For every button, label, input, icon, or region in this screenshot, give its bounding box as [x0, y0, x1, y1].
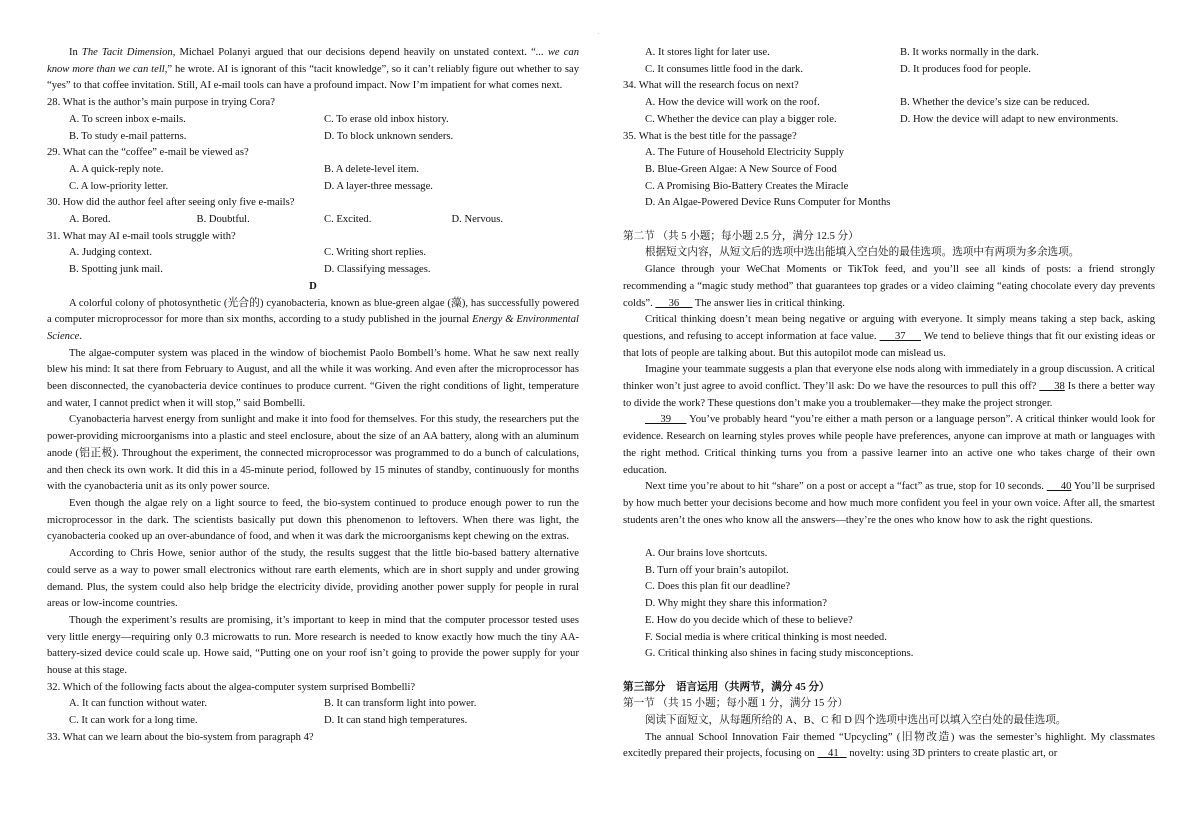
passage-paragraph: Imagine your teammate suggests a plan that everyone else nods along with immediately in a group discussion. A critical thinker won’t just agree to avoid conflict. They’ll ask: Do we have the resources to pull this off? 38 Is there a better way to divide the work? These questions don’t make you a troublemaker—they make the project stronger. [623, 364, 1155, 409]
answer-option: A. A quick-reply note. [69, 163, 164, 175]
answer-option: A. Bored. [69, 214, 111, 226]
passage-paragraph: Cyanobacteria harvest energy from sunlight and make it into food for themselves. For this study, the researchers put the power-providing microorganisms into a plastic and steel enclosure, about the size of an AA battery, along with an aluminum anode (铝正极). Throughout the experiment, the connected microprocessor was programmed to do a bunch of calculations, and then check its own work. It did this in a 45-minute period, followed by 15 minutes of standby, continuously for months with the cyanobacteria unit as its only power source. [47, 414, 579, 493]
intro-paragraph: In The Tacit Dimension, Michael Polanyi argued that our decisions depend heavily on unstated context. “... we can know more than we can tell,” he wrote. AI is ignorant of this “tacit knowledge”, so it can’t reliably figure out whether to say “yes” to that coffee invitation. Still, AI e-mail tools can have a profound impact. Now I’m impatient for what comes next. [47, 47, 579, 92]
cloze-options [623, 546, 1155, 663]
answer-option: E. How do you decide which of these to believe? [645, 614, 853, 626]
answer-option: B. Doubtful. [196, 214, 250, 226]
answer-option: C. Excited. [324, 214, 372, 226]
q33-options [623, 45, 1155, 78]
passage-paragraph: Even though the algae rely on a light source to feed, the bio-system continued to produce enough power to run the microprocessor in the dark. The scientists basically put down this phenomenon to leftovers. When there was light, the cyanobacteria cooked up an over-abundance of food, and when it was dark the microorganisms kept chewing on the extras. [47, 497, 579, 543]
passage-paragraph: Next time you’re about to hit “share” on a post or accept a “fact” as true, stop for 10 seconds. 40 You’ll be surprised by how much better your decisions become and how much more confident you feel in your own voice. After all, the smartest students aren’t the ones who know all the answers—they’re the ones who know how to ask the right questions. [623, 481, 1155, 526]
answer-option: A. It stores light for later use. [645, 47, 770, 58]
right-column [623, 45, 1155, 763]
answer-option: A. Our brains love shortcuts. [645, 548, 768, 560]
passage-paragraph: According to Chris Howe, senior author of the study, the results suggest that the little bio-based battery alternative could serve as a way to power small electronics without rare earth elements, which are in short supply and under growing demand. Plus, the system could also help bridge the electricity divide, providing another power supply for people in rural areas or low-income countries. [47, 548, 579, 610]
questions-34-35 [623, 78, 1155, 212]
answer-option: D. Why might they share this information? [645, 598, 827, 610]
answer-option: C. It can work for a long time. [69, 715, 198, 727]
question-stem: 31. What may AI e-mail tools struggle with? [47, 230, 236, 242]
question-stem: 29. What can the “coffee” e-mail be viewed as? [47, 147, 249, 159]
answer-option: B. Spotting junk mail. [69, 264, 163, 276]
answer-option: B. Turn off your brain’s autopilot. [645, 564, 789, 576]
passage-paragraph: The algae-computer system was placed in the window of biochemist Paolo Bombell’s home. What he saw next really blew his mind: It sat there from February to August, and all the while it was working. And even after the microprocessor has been disconnected, the cyanobacteria device continues to produce current. “Given the right conditions of light, temperature and water, I cannot predict when it will stop,” said Bombelli. [47, 347, 579, 409]
question-options [47, 245, 579, 278]
answer-option: B. To study e-mail patterns. [69, 130, 187, 142]
answer-option: G. Critical thinking also shines in facing study misconceptions. [645, 648, 914, 660]
answer-option: A. Judging context. [69, 247, 152, 259]
section2-instructions: 根据短文内容，从短文后的选项中选出能填入空白处的最佳选项。选项中有两项为多余选项。 [645, 247, 1080, 259]
answer-option: A. It can function without water. [69, 698, 207, 710]
question-options [47, 696, 579, 729]
answer-option: C. Whether the device can play a bigger role. [645, 113, 837, 125]
answer-option: D. It can stand high temperatures. [324, 715, 468, 727]
answer-option: C. A Promising Bio-Battery Creates the Miracle [645, 180, 849, 192]
question-options [47, 112, 579, 145]
page-top-mark: . [598, 30, 600, 36]
question-stem: 30. How did the author feel after seeing only five e-mails? [47, 197, 295, 209]
answer-option: B. Blue-Green Algae: A New Source of Food [645, 163, 837, 175]
answer-option: C. Writing short replies. [324, 247, 427, 259]
answer-option: D. Classifying messages. [324, 264, 431, 276]
question-stem: 35. What is the best title for the passage? [623, 130, 797, 142]
part3-passage: The annual School Innovation Fair themed “Upcycling” (旧物改造) was the semester’s highlight. My classmates excitedly prepared their projects, focusing on 41 novelty: using 3D printers to create plastic art, or [623, 731, 1155, 760]
question-options [47, 162, 579, 195]
answer-option: A. How the device will work on the roof. [645, 97, 820, 109]
question-stem: 33. What can we learn about the bio-system from paragraph 4? [47, 731, 314, 743]
spacer [623, 212, 1155, 229]
answer-option: D. Nervous. [451, 214, 503, 226]
passage-paragraph: Glance through your WeChat Moments or TikTok feed, and you’ll see all kinds of posts: a friend strongly recommending a “magic study method” that guarantees top grades or a video claiming “eating chocolate every day prevents colds”. 36 The answer lies in critical thinking. [623, 264, 1155, 309]
question-options [47, 212, 579, 229]
passage-d-body [47, 296, 579, 680]
part3-subtitle: 第一节 （共 15 小题；每小题 1 分，满分 15 分） [623, 698, 849, 710]
questions-28-31 [47, 95, 579, 279]
part3-title: 第三部分 语言运用（共两节，满分 45 分） [623, 681, 830, 693]
spacer [623, 663, 1155, 680]
question-stem: 34. What will the research focus on next? [623, 80, 799, 92]
answer-option: D. An Algae-Powered Device Runs Computer for Months [645, 197, 891, 209]
passage-paragraph: Though the experiment’s results are promising, it’s important to keep in mind that the computer processor tested uses very little energy—requiring only 0.3 microwatts to run. More research is needed to know exactly how much the tiny AA-battery-sized device could scale up. Howe said, “Putting one on your roof isn’t going to provide the power supply for your house at this stage. [47, 614, 579, 677]
question-stem: 32. Which of the following facts about the algea-computer system surprised Bombelli? [47, 681, 416, 693]
passage-paragraph: Critical thinking doesn’t mean being negative or arguing with everyone. It simply means taking a step back, asking questions, and refusing to accept information at face value. 37 We tend to believe things that fit our existing ideas or that lots of people are talking about. But this autopilot mode can mislead us. [623, 314, 1155, 359]
answer-option: A. To screen inbox e-mails. [69, 113, 186, 125]
question-options [623, 145, 1155, 212]
answer-option: C. To erase old inbox history. [324, 113, 449, 125]
answer-option: B. It can transform light into power. [324, 698, 477, 710]
answer-option: B. It works normally in the dark. [900, 47, 1039, 58]
passage-d-heading: D [309, 280, 317, 292]
spacer [623, 529, 1155, 546]
answer-option: D. How the device will adapt to new environments. [900, 113, 1119, 125]
answer-option: A. The Future of Household Electricity Supply [645, 147, 844, 159]
answer-option: C. A low-priority letter. [69, 180, 169, 192]
answer-option: B. A delete-level item. [324, 163, 420, 175]
answer-option: F. Social media is where critical thinking is most needed. [645, 631, 887, 643]
answer-option: D. To block unknown senders. [324, 130, 454, 142]
cloze-passage [623, 262, 1155, 529]
answer-option: C. It consumes little food in the dark. [645, 63, 803, 75]
answer-option: D. A layer-three message. [324, 180, 433, 192]
part3-instructions: 阅读下面短文，从每题所给的 A、B、C 和 D 四个选项中选出可以填入空白处的最佳选项。 [645, 715, 1067, 727]
answer-option: B. Whether the device’s size can be reduced. [900, 97, 1090, 109]
left-column [47, 45, 579, 747]
questions-32-33 [47, 680, 579, 747]
section2-title: 第二节 （共 5 小题；每小题 2.5 分，满分 12.5 分） [623, 230, 859, 242]
passage-paragraph: A colorful colony of photosynthetic (光合的) cyanobacteria, known as blue-green algae (藻), has successfully powered a computer microprocessor for more than six months, according to a study published in the journal Energy & Environmental Science. [47, 297, 579, 342]
question-stem: 28. What is the author’s main purpose in trying Cora? [47, 97, 275, 109]
question-options [623, 95, 1155, 128]
answer-option: C. Does this plan fit our deadline? [645, 581, 791, 593]
passage-paragraph: 39 You’ve probably heard “you’re either a math person or a language person”. A critical thinker would look for evidence. Research on learning styles proves while people have preferences, anyone can improve at math or languages with the right method. Critical thinking turns you from a passive learner into an active one who takes charge of their own education. [623, 414, 1156, 476]
answer-option: D. It produces food for people. [900, 63, 1031, 75]
